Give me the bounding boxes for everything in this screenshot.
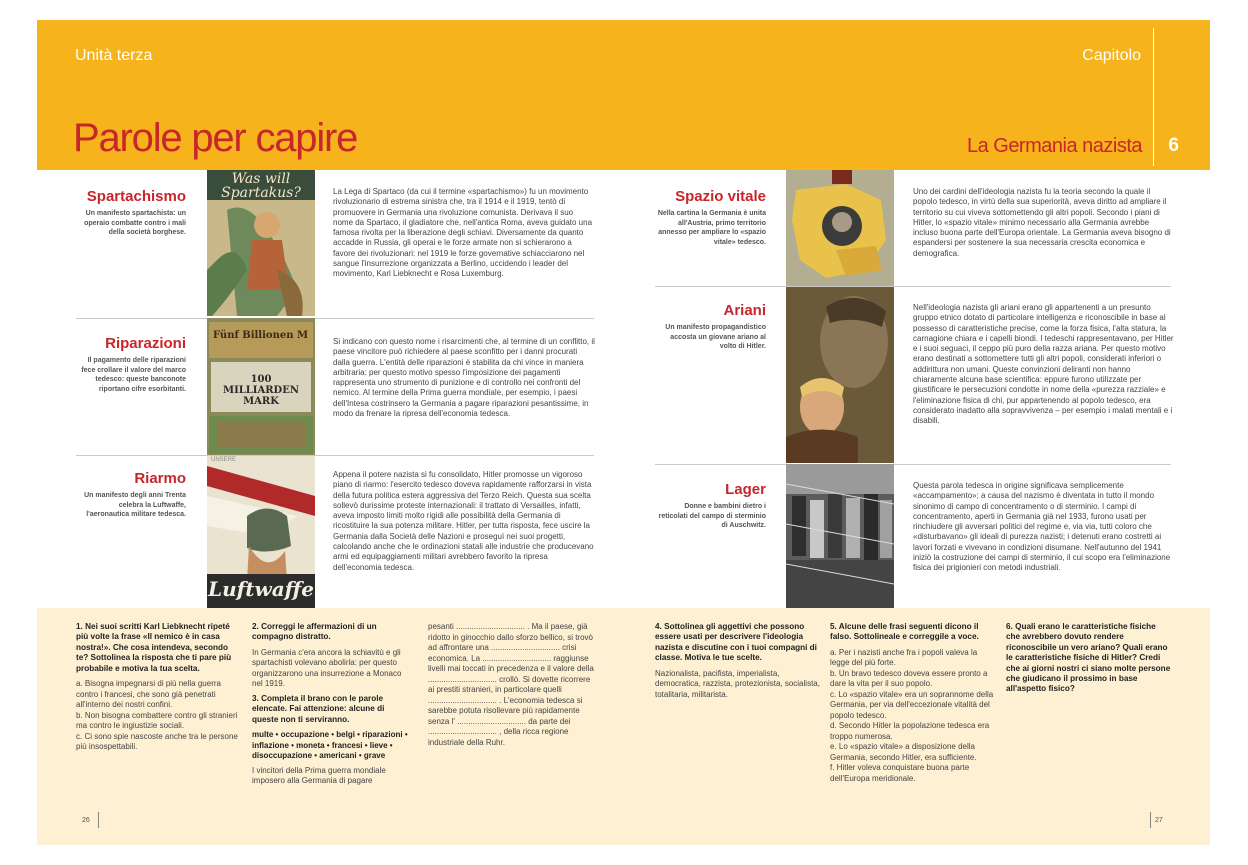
term-text: La Lega di Spartaco (da cui il termine «spartachismo») fu un movimento rivoluzionario di estrema sinistra che, tra il 1914 e il 1919, tentò di promuovere in Germania una rivoluzione comunista. Derivava il suo nome da Spartaco, il gladiatore che, nell'antica Roma, aveva guidato una famosa rivolta per la liberazione degli schiavi. Diversamente da quanto accadde in Russia, gli operai e le forze armate non si schierarono a favore dei rivoluzionari: nel 1919 le forze governative schiacciarono nel sangue l'insurrezione organizzata a Berlino, uccidendo i leader del movimento, Karl Liebknecht e Rosa Luxemburg. bbox=[333, 187, 593, 279]
page-number-right: 27 bbox=[1155, 817, 1163, 824]
exercise-option[interactable]: d. Secondo Hitler la popolazione tedesca era troppo numerosa. bbox=[830, 721, 990, 741]
term-title: Spazio vitale bbox=[675, 188, 766, 205]
exercise-3-continued bbox=[428, 622, 596, 748]
exercise-1 bbox=[76, 622, 240, 753]
exercise-2-3 bbox=[252, 622, 412, 787]
fill-in-text[interactable]: pesanti ............................... . Ma il paese, già ridotto in ginocchio dallo sforzo bellico, si trovò ad affrontare una ............................... crisi economica. La ............................... raggiunse livelli mai toccati in precedenza e il valore della ............................... crollò. Si dovette ricorrere ai prestiti stranieri, in particolare quelli ............................... . L'economia tedesca si sarebbe potuta risollevare più rapidamente senza l' ............................... da parte dei ............................... , della ricca regione industriale della Ruhr. bbox=[428, 622, 594, 747]
image-caption: Il pagamento delle riparazioni fece crollare il valore del marco tedesco: queste banconote riportano cifre esorbitanti. bbox=[81, 357, 186, 393]
word-list: multe • occupazione • belgi • riparazioni • inflazione • moneta • francesi • lieve • disoccupazione • americani • grave bbox=[252, 730, 408, 761]
exercise-question: 5. Alcune delle frasi seguenti dicono il falso. Sottolineale e correggile a voce. bbox=[830, 622, 979, 642]
exercise-6 bbox=[1006, 622, 1172, 700]
exercise-option[interactable]: a. Per i nazisti anche fra i popoli valeva la legge del più forte. bbox=[830, 647, 978, 668]
exercise-text: I vincitori della Prima guerra mondiale imposero alla Germania di pagare bbox=[252, 765, 386, 786]
page-number-bar bbox=[1150, 812, 1151, 828]
image-caption: Un manifesto propagandistico accosta un giovane ariano al volto di Hitler. bbox=[665, 324, 766, 350]
term-riarmo bbox=[76, 470, 186, 520]
spartakus-poster-image bbox=[207, 170, 315, 316]
poster-lettering: Was will Spartakus? bbox=[221, 171, 301, 201]
exercise-option[interactable]: b. Non bisogna combattere contro gli stranieri ma contro le ingiustizie sociali. bbox=[76, 710, 238, 731]
exercise-option[interactable]: a. Bisogna impegnarsi di più nella guerra contro i francesi, che sono già penetrati all'interno dei nostri confini. bbox=[76, 679, 221, 710]
exercise-option[interactable]: c. Ci sono spie nascoste anche tra le persone più insospettabili. bbox=[76, 731, 238, 752]
poster-top-lettering: UNSERE bbox=[211, 457, 237, 463]
term-ariani bbox=[656, 302, 766, 352]
term-title: Ariani bbox=[723, 302, 766, 319]
banknote-lettering-1: Fünf Billionen M bbox=[213, 330, 309, 341]
chapter-subtitle: La Germania nazista bbox=[966, 135, 1142, 157]
image-caption: Un manifesto degli anni Trenta celebra la Luftwaffe, l'aeronautica militare tedesca. bbox=[84, 492, 186, 518]
banknote-lettering-2: 100 MILLIARDEN MARK bbox=[223, 374, 299, 407]
exercise-question: 6. Quali erano le caratteristiche fisiche che avrebbero dovuto rendere riconoscibile un vero ariano? Quali erano le caratteristiche fisiche di Hitler? Credi che ai giorni nostri ci siano molte persone che giudicano il prossimo in base all'aspetto fisico? bbox=[1006, 622, 1171, 694]
term-title: Spartachismo bbox=[86, 188, 186, 205]
term-text: Nell'ideologia nazista gli ariani erano gli appartenenti a un presunto gruppo etnico dotato di particolare intelligenza e riconoscibile in base al possesso di caratteristiche precise, come la forza fisica, l'alta statura, la carnagione chiara e i capelli biondi. I tedeschi rappresentavano, per Hitler e i suoi seguaci, il ceppo più puro della razza ariana. Per questo motivo erano destinati a sottomettere tutti gli altri popoli, considerati inferiori o addirittura non umani. Queste convinzioni deliranti non hanno chiaramente alcuna base scientifica: eppure furono utilizzate per giustificare le persecuzioni condotte in nome della «purezza razziale» e l'eliminazione fisica di chi, pur appartenendo al popolo tedesco, era considerato inadatto alla sopravvivenza – per esempio i malati mentali e i disabili. bbox=[913, 303, 1174, 426]
exercise-option[interactable]: f. Hitler voleva conquistare buona parte dell'Europa meridionale. bbox=[830, 763, 970, 783]
term-text: Si indicano con questo nome i risarcimenti che, al termine di un conflitto, il paese vincitore può richiedere al paese sconfitto per i danni procurati dalla guerra. L'entità delle riparazioni è stabilita da chi vince in maniera arbitraria: per questo motivo spesso l'imposizione dei pagamenti rappresenta uno strumento di punizione e di controllo nei confronti del nemico. Al termine della Prima guerra mondiale, per esempio, i paesi dell'Intesa costrinsero la Germania a pagare riparazioni pesantissime, in modo da frenare la ripresa dell'economia tedesca. bbox=[333, 337, 595, 419]
exercise-4 bbox=[655, 622, 821, 700]
exercise-option[interactable]: e. Lo «spazio vitale» a disposizione della Germania, secondo Hitler, era sufficiente. bbox=[830, 742, 977, 762]
term-title: Riarmo bbox=[134, 470, 186, 487]
term-spartachismo bbox=[76, 188, 186, 238]
exercise-question: 4. Sottolinea gli aggettivi che possono essere usati per descrivere l'ideologia nazista e discutine con i tuoi compagni di classe. Motiva le tue scelte. bbox=[655, 622, 817, 663]
page-title: Parole per capire bbox=[73, 116, 358, 160]
page-number-bar bbox=[98, 812, 99, 828]
term-spazio-vitale bbox=[656, 188, 766, 247]
term-title: Lager bbox=[725, 481, 766, 498]
banknotes-image bbox=[207, 318, 315, 456]
exercise-5 bbox=[830, 622, 996, 784]
adjective-list[interactable]: Nazionalista, pacifista, imperialista, democratica, razzista, protezionista, socialista, totalitaria, militarista. bbox=[655, 668, 820, 699]
propaganda-poster-image bbox=[786, 287, 894, 463]
section-divider bbox=[76, 318, 594, 319]
unit-label: Unità terza bbox=[75, 47, 153, 64]
section-divider bbox=[76, 455, 594, 456]
term-text: Uno dei cardini dell'ideologia nazista fu la teoria secondo la quale il popolo tedesco, in virtù della sua superiorità, aveva diritto ad ampliare il territorio su cui viveva sottomettendo gli altri popoli. Secondo i piani di Hitler, lo «spazio vitale» minimo necessario alla Germania avrebbe incluso buona parte dell'Europa orientale. La Germania aveva bisogno di espandersi per sostenere la sua necessaria crescita economica e demografica. bbox=[913, 187, 1171, 258]
header-divider bbox=[1153, 28, 1154, 166]
chapter-number: 6 bbox=[1168, 135, 1179, 156]
term-title: Riparazioni bbox=[105, 335, 186, 352]
image-caption: Nella cartina la Germania è unita all'Austria, primo territorio annesso per ampliare lo «spazio vitale» tedesco. bbox=[657, 210, 766, 246]
section-divider bbox=[655, 464, 1171, 465]
image-caption: Donne e bambini dietro i reticolati del campo di sterminio di Auschwitz. bbox=[658, 503, 766, 529]
image-caption: Un manifesto spartachista: un operaio combatte contro i mali della società borghese. bbox=[84, 210, 186, 236]
exercise-option[interactable]: b. Un bravo tedesco doveva essere pronto a dare la vita per il suo popolo. bbox=[830, 668, 988, 689]
chapter-header bbox=[37, 20, 1210, 170]
term-riparazioni bbox=[76, 335, 186, 394]
section-divider bbox=[655, 286, 1171, 287]
term-text: Questa parola tedesca in origine significava semplicemente «accampamento»; a causa del nazismo è diventata in tutto il mondo sinonimo di campo di concentramento o di sterminio. I campi di concentramento, aperti in Germania già nel 1933, furono usati per rinchiudere gli avversari politici del regime e, via via, tutti coloro che «disturbavano» gli ideali di purezza nazisti; i detenuti erano costretti ai lavori forzati e vivevano in condizioni disumane. Nell'autunno del 1941 iniziò la costruzione dei campi di sterminio, il cui scopo era l'eliminazione fisica dei prigionieri con metodi industriali. bbox=[913, 481, 1171, 573]
exercise-question: 1. Nei suoi scritti Karl Liebknecht ripeté più volte la frase «Il nemico è in casa nostra!». Che cosa intendeva, secondo te? Sottolinea la risposta che ti pare più probabile e motiva la tua scelta. bbox=[76, 622, 232, 673]
exercise-option[interactable]: c. Lo «spazio vitale» era un soprannome della Germania, per via dell'eccezionale vitalità del popolo tedesco. bbox=[830, 689, 994, 720]
chapter-label: Capitolo bbox=[1082, 47, 1141, 64]
auschwitz-photo bbox=[786, 464, 894, 608]
exercise-question: 2. Correggi le affermazioni di un compagno distratto. bbox=[252, 622, 377, 642]
poster-lettering: Luftwaffe bbox=[208, 577, 314, 601]
term-lager bbox=[656, 481, 766, 531]
luftwaffe-poster-image bbox=[207, 456, 315, 608]
map-image bbox=[786, 170, 894, 286]
exercise-text[interactable]: In Germania c'era ancora la schiavitù e gli spartachisti volevano abolirla: per questo organizzarono una insurrezione a Monaco nel 1919. bbox=[252, 647, 402, 689]
page-number-left: 26 bbox=[82, 817, 90, 824]
term-text: Appena il potere nazista si fu consolidato, Hitler promosse un vigoroso piano di riarmo: l'esercito tedesco doveva rapidamente rafforzarsi in vista della futura politica estera aggressiva del Terzo Reich. Questa sua scelta sollevò durissime proteste internazionali: il trattato di Versailles, infatti, aveva imposto limiti molto rigidi alle possibilità della Germania di ricostituire la sua potenza militare. Hitler, per tutta risposta, fece uscire la Germania dalla Società delle Nazioni e proseguì nei suoi progetti, calcolando anche che le ordinazioni statali alle industrie che producevano armi ed equipaggiamenti militari avrebbero favorito la ripresa dell'economia tedesca. bbox=[333, 470, 594, 572]
exercise-question: 3. Completa il brano con le parole elencate. Fai attenzione: alcune di queste non ti serviranno. bbox=[252, 693, 385, 724]
